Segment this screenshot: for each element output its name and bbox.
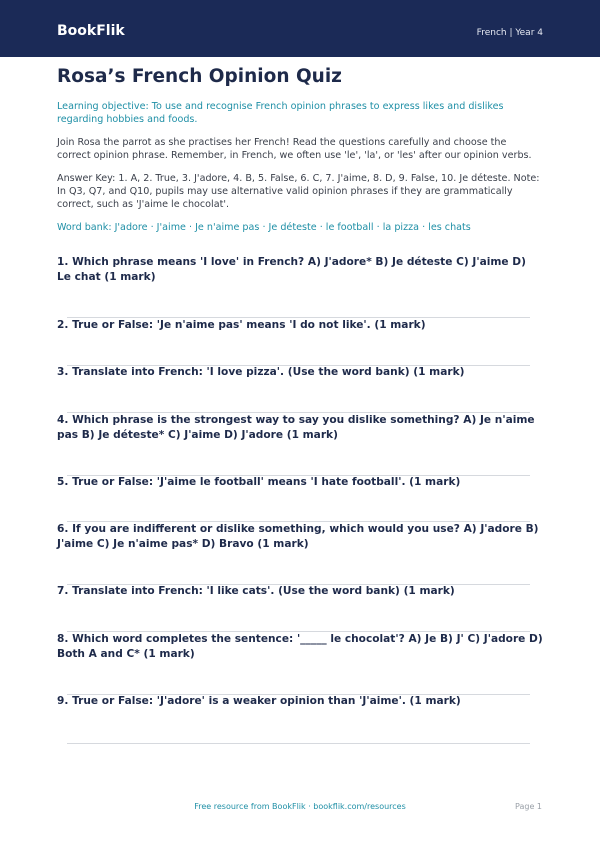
question-4: 4. Which phrase is the strongest way to say you dislike something? A) Je n'aime pas B) Je déteste* C) J'aime D) J'adore (1 mark) [57,414,535,441]
question-3: 3. Translate into French: 'I love pizza'. (Use the word bank) (1 mark) [57,366,465,378]
question-2: 2. True or False: 'Je n'aime pas' means 'I do not like'. (1 mark) [57,319,426,331]
learning-objective: Learning objective: To use and recognise French opinion phrases to express likes and dislikes regarding hobbies and foods. [57,101,504,125]
page-title: Rosa’s French Opinion Quiz [57,66,342,87]
answer-line-9[interactable] [67,743,530,744]
word-bank: Word bank: J'adore · J'aime · Je n'aime pas · Je déteste · le football · la pizza · les chats [57,222,471,233]
question-5: 5. True or False: 'J'aime le football' means 'I hate football'. (1 mark) [57,476,461,488]
question-9: 9. True or False: 'J'adore' is a weaker opinion than 'J'aime'. (1 mark) [57,695,461,707]
intro-section [57,65,543,234]
question-1: 1. Which phrase means 'I love' in French? A) J'adore* B) Je déteste C) J'aime D) Le chat (1 mark) [57,256,526,283]
question-7: 7. Translate into French: 'I like cats'. (Use the word bank) (1 mark) [57,585,455,597]
brand-logo: BookFlik [57,23,125,39]
answer-key: Answer Key: 1. A, 2. True, 3. J'adore, 4. B, 5. False, 6. C, 7. J'aime, 8. D, 9. False, 10. Je déteste. Note: In Q3, Q7, and Q10, pupils may use alternative valid opinion phrases if they are grammatically correct, such as 'J'aime le chocolat'. [57,173,540,210]
page-number: Page 1 [515,802,542,811]
header-bar [0,0,600,57]
footer-link[interactable]: Free resource from BookFlik · bookflik.com/resources [194,802,406,811]
intro-text: Join Rosa the parrot as she practises her French! Read the questions carefully and choose the correct opinion phrase. Remember, in French, we often use 'le', 'la', or 'les' after our opinion verbs. [57,137,532,161]
question-6: 6. If you are indifferent or dislike something, which would you use? A) J'adore B) J'aime C) Je n'aime pas* D) Bravo (1 mark) [57,523,539,550]
question-8: 8. Which word completes the sentence: '_____ le chocolat'? A) Je B) J' C) J'adore D) Both A and C* (1 mark) [57,633,543,660]
subject-year-label: French | Year 4 [476,28,543,38]
